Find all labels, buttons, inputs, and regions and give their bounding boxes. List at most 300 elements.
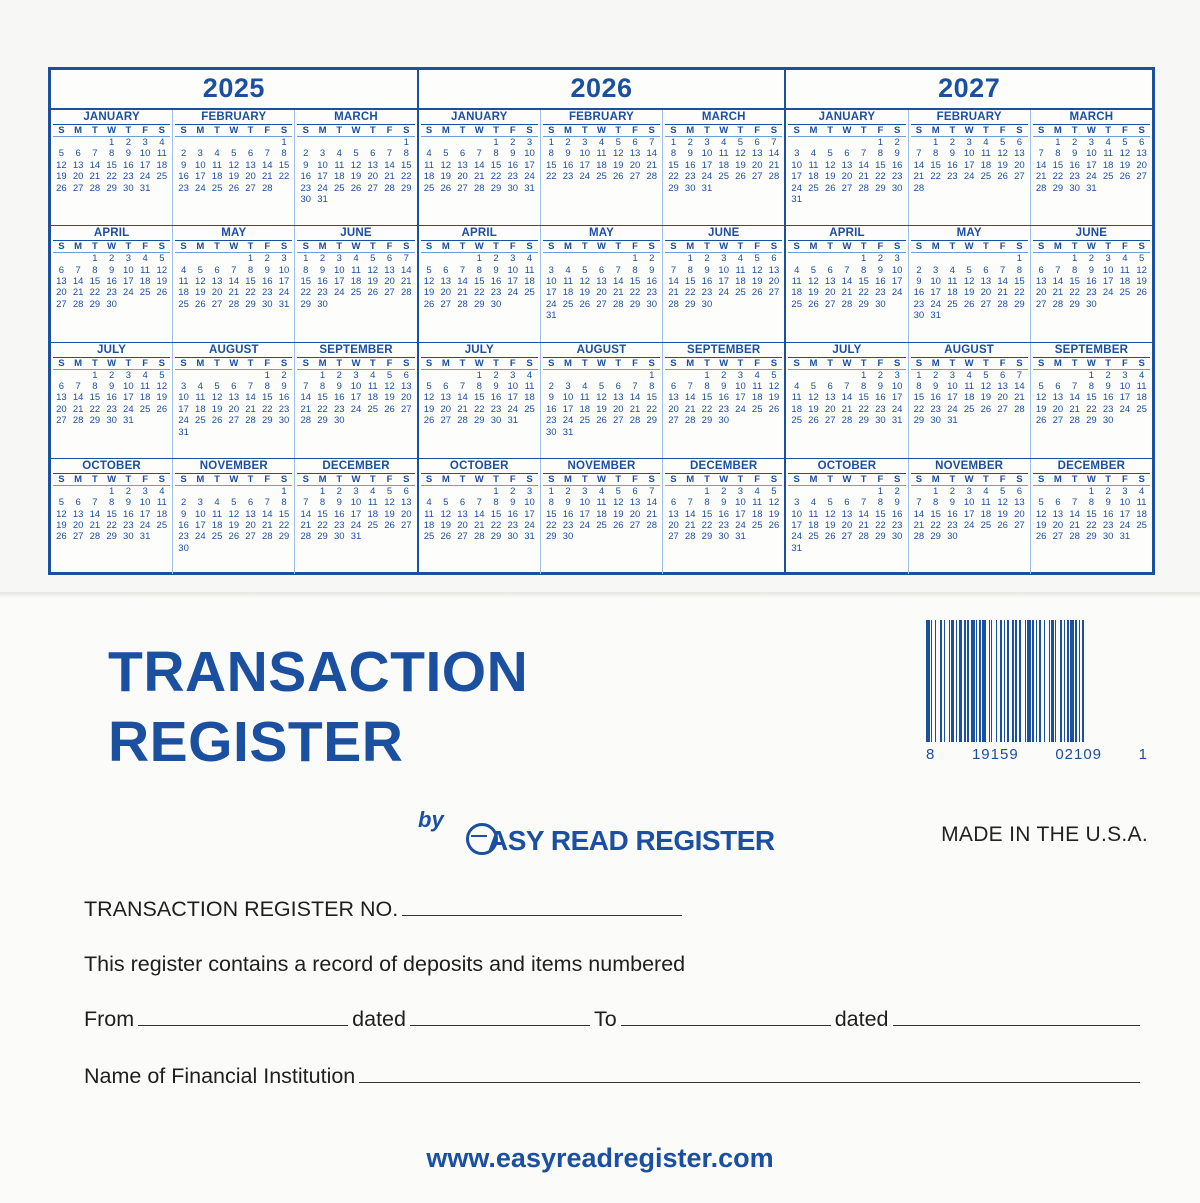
day-cell: 15 bbox=[701, 392, 713, 404]
day-cell: 3 bbox=[125, 253, 131, 265]
month-day-grid bbox=[421, 137, 538, 194]
day-cell: 15 bbox=[400, 159, 412, 171]
day-cell: 27 bbox=[841, 531, 853, 543]
month-day-grid bbox=[665, 486, 782, 543]
day-cell: 24 bbox=[350, 403, 362, 415]
empty-day-cell bbox=[839, 253, 856, 264]
day-cell: 11 bbox=[140, 380, 151, 392]
dow-cell: T bbox=[949, 125, 956, 136]
day-cell: 6 bbox=[615, 380, 621, 392]
day-cell: 28 bbox=[300, 531, 312, 543]
day-cell: 28 bbox=[858, 531, 869, 543]
dow-cell: S bbox=[548, 357, 555, 369]
day-cell: 9 bbox=[510, 148, 516, 160]
dow-cell: S bbox=[526, 125, 533, 136]
month-day-grid bbox=[911, 253, 1028, 321]
day-cell: 10 bbox=[178, 392, 189, 404]
day-cell: 21 bbox=[684, 519, 696, 531]
barcode bbox=[926, 620, 1148, 763]
day-cell: 13 bbox=[56, 392, 67, 404]
day-cell: 27 bbox=[841, 182, 853, 194]
day-cell: 30 bbox=[562, 531, 574, 543]
day-cell: 1 bbox=[632, 253, 638, 265]
empty-day-cell bbox=[805, 486, 822, 497]
day-cell: 10 bbox=[579, 497, 591, 509]
day-cell: 28 bbox=[841, 415, 853, 427]
day-cell: 23 bbox=[718, 519, 729, 531]
day-cell: 28 bbox=[629, 415, 641, 427]
day-cell: 15 bbox=[1014, 276, 1025, 288]
day-cell: 3 bbox=[510, 253, 516, 265]
day-cell: 10 bbox=[963, 497, 975, 509]
empty-day-cell bbox=[225, 253, 242, 264]
day-cell: 20 bbox=[228, 403, 240, 415]
dow-cell: T bbox=[1105, 357, 1112, 369]
day-cell: 27 bbox=[629, 171, 641, 183]
month-december-2026 bbox=[662, 459, 784, 574]
day-cell: 23 bbox=[875, 403, 886, 415]
day-cell: 17 bbox=[524, 159, 535, 171]
empty-day-cell bbox=[192, 137, 209, 148]
day-cell: 30 bbox=[875, 298, 886, 310]
day-cell: 15 bbox=[646, 392, 658, 404]
dow-cell: M bbox=[809, 125, 818, 136]
day-cell: 3 bbox=[794, 497, 800, 509]
day-of-week-header bbox=[665, 358, 782, 370]
dow-cell: F bbox=[509, 473, 516, 485]
day-cell: 2 bbox=[1105, 485, 1111, 497]
dow-cell: T bbox=[214, 241, 220, 253]
dow-cell: M bbox=[196, 473, 205, 485]
day-cell: 17 bbox=[334, 276, 345, 288]
day-cell: 15 bbox=[245, 276, 256, 288]
day-cell: 7 bbox=[264, 497, 270, 509]
day-cell: 22 bbox=[875, 171, 886, 183]
day-cell: 20 bbox=[824, 403, 836, 415]
day-cell: 1 bbox=[92, 253, 98, 265]
day-cell: 28 bbox=[400, 287, 412, 299]
dow-cell: T bbox=[369, 125, 376, 136]
day-of-week-header bbox=[543, 358, 660, 370]
day-cell: 28 bbox=[72, 415, 84, 427]
dow-cell: T bbox=[949, 241, 956, 253]
month-day-grid bbox=[421, 253, 538, 310]
day-cell: 13 bbox=[768, 264, 780, 276]
dow-cell: T bbox=[581, 473, 588, 485]
dow-cell: S bbox=[793, 241, 800, 253]
dow-cell: S bbox=[280, 473, 288, 485]
day-cell: 27 bbox=[1035, 298, 1047, 310]
day-cell: 19 bbox=[768, 392, 780, 404]
day-cell: 7 bbox=[264, 148, 270, 160]
day-cell: 1 bbox=[649, 369, 655, 381]
day-cell: 23 bbox=[1102, 519, 1114, 531]
day-cell: 26 bbox=[211, 415, 223, 427]
dow-cell: S bbox=[670, 357, 677, 369]
day-cell: 24 bbox=[334, 287, 345, 299]
day-cell: 27 bbox=[629, 519, 641, 531]
day-cell: 9 bbox=[1088, 264, 1095, 276]
empty-day-cell bbox=[911, 486, 928, 497]
day-cell: 8 bbox=[877, 497, 884, 509]
day-cell: 18 bbox=[596, 508, 607, 520]
empty-day-cell bbox=[665, 370, 682, 381]
day-cell: 3 bbox=[1122, 369, 1128, 381]
day-cell: 27 bbox=[980, 298, 992, 310]
day-cell: 11 bbox=[351, 264, 361, 276]
empty-day-cell bbox=[209, 137, 226, 148]
day-cell: 21 bbox=[1014, 392, 1025, 404]
empty-day-cell bbox=[70, 253, 87, 264]
empty-day-cell bbox=[259, 486, 276, 497]
day-cell: 22 bbox=[300, 287, 312, 299]
day-cell: 7 bbox=[303, 380, 309, 392]
day-cell: 24 bbox=[139, 519, 151, 531]
day-cell: 17 bbox=[195, 519, 206, 531]
day-cell: 22 bbox=[1014, 287, 1025, 299]
day-cell: 25 bbox=[791, 298, 802, 310]
day-cell: 31 bbox=[317, 194, 328, 206]
day-cell: 18 bbox=[211, 171, 223, 183]
dow-cell: T bbox=[1105, 125, 1112, 136]
dow-cell: S bbox=[403, 241, 410, 253]
day-cell: 26 bbox=[808, 415, 819, 427]
day-cell: 12 bbox=[228, 159, 240, 171]
day-cell: 10 bbox=[562, 392, 574, 404]
to-input[interactable] bbox=[621, 1005, 831, 1026]
dow-cell: T bbox=[214, 357, 220, 369]
dow-cell: F bbox=[142, 125, 148, 136]
day-cell: 15 bbox=[317, 392, 328, 404]
dow-cell: M bbox=[441, 357, 450, 369]
to-dated-input[interactable] bbox=[893, 1005, 1140, 1026]
empty-day-cell bbox=[788, 370, 805, 381]
empty-day-cell bbox=[665, 486, 682, 497]
from-input[interactable] bbox=[138, 1005, 348, 1026]
day-cell: 20 bbox=[824, 287, 836, 299]
dow-cell: S bbox=[1138, 473, 1145, 485]
day-cell: 29 bbox=[317, 531, 328, 543]
empty-day-cell bbox=[994, 253, 1011, 264]
dow-cell: M bbox=[931, 473, 940, 485]
day-cell: 21 bbox=[72, 403, 84, 415]
day-cell: 14 bbox=[1035, 159, 1047, 171]
day-cell: 9 bbox=[894, 148, 900, 160]
dow-cell: T bbox=[704, 241, 710, 253]
day-cell: 25 bbox=[980, 171, 992, 183]
day-cell: 10 bbox=[524, 148, 535, 160]
dow-cell: W bbox=[1086, 357, 1096, 369]
empty-day-cell bbox=[593, 253, 610, 264]
dow-cell: T bbox=[860, 241, 867, 253]
day-cell: 13 bbox=[1052, 508, 1064, 520]
dow-cell: S bbox=[425, 125, 433, 136]
day-cell: 18 bbox=[596, 159, 607, 171]
day-of-week-header bbox=[175, 474, 292, 486]
day-cell: 28 bbox=[457, 298, 468, 310]
day-cell: 29 bbox=[1014, 298, 1025, 310]
day-cell: 23 bbox=[123, 171, 134, 183]
dow-cell: M bbox=[931, 241, 940, 253]
empty-day-cell bbox=[593, 370, 610, 381]
day-cell: 22 bbox=[545, 171, 557, 183]
dow-cell: F bbox=[386, 357, 393, 369]
day-cell: 14 bbox=[768, 148, 780, 160]
day-cell: 3 bbox=[548, 264, 554, 276]
day-cell: 12 bbox=[228, 508, 240, 520]
day-cell: 4 bbox=[214, 148, 220, 160]
day-cell: 26 bbox=[1136, 287, 1147, 299]
day-cell: 23 bbox=[891, 171, 903, 183]
day-cell: 9 bbox=[565, 148, 571, 160]
day-cell: 27 bbox=[668, 531, 679, 543]
day-cell: 23 bbox=[545, 415, 557, 427]
day-cell: 21 bbox=[684, 403, 696, 415]
day-cell: 5 bbox=[386, 485, 393, 497]
dow-cell: F bbox=[509, 357, 516, 369]
day-cell: 24 bbox=[195, 182, 206, 194]
day-cell: 21 bbox=[668, 287, 679, 299]
day-cell: 10 bbox=[545, 276, 557, 288]
dow-cell: S bbox=[648, 241, 655, 253]
day-cell: 28 bbox=[913, 182, 925, 194]
dow-cell: T bbox=[91, 241, 98, 253]
day-cell: 21 bbox=[858, 519, 869, 531]
dow-cell: T bbox=[737, 125, 744, 136]
day-cell: 14 bbox=[646, 497, 658, 509]
month-day-grid bbox=[297, 253, 414, 310]
day-cell: 26 bbox=[423, 415, 435, 427]
day-cell: 26 bbox=[997, 519, 1008, 531]
day-cell: 9 bbox=[1071, 148, 1078, 160]
day-cell: 2 bbox=[319, 253, 326, 265]
empty-day-cell bbox=[1033, 370, 1050, 381]
day-cell: 31 bbox=[1119, 531, 1131, 543]
day-cell: 7 bbox=[403, 253, 409, 265]
day-cell: 9 bbox=[894, 497, 900, 509]
day-cell: 28 bbox=[1035, 182, 1047, 194]
day-cell: 21 bbox=[768, 159, 780, 171]
day-cell: 13 bbox=[56, 276, 67, 288]
day-cell: 1 bbox=[319, 485, 326, 497]
dow-cell: M bbox=[809, 241, 818, 253]
day-cell: 11 bbox=[947, 276, 958, 288]
day-cell: 20 bbox=[751, 159, 763, 171]
dow-cell: W bbox=[474, 357, 484, 369]
day-cell: 19 bbox=[808, 287, 819, 299]
dow-cell: W bbox=[719, 357, 729, 369]
day-cell: 12 bbox=[1035, 392, 1047, 404]
dow-cell: M bbox=[74, 473, 83, 485]
day-cell: 13 bbox=[1136, 148, 1147, 160]
day-of-week-header bbox=[421, 358, 538, 370]
day-cell: 1 bbox=[319, 369, 326, 381]
day-cell: 15 bbox=[89, 392, 101, 404]
day-cell: 26 bbox=[440, 182, 452, 194]
dow-cell: S bbox=[158, 473, 165, 485]
brand-name-text: ASY READ REGISTER bbox=[488, 825, 775, 856]
day-cell: 23 bbox=[300, 182, 312, 194]
day-cell: 10 bbox=[317, 159, 328, 171]
day-cell: 22 bbox=[278, 171, 290, 183]
day-cell: 4 bbox=[737, 253, 744, 265]
month-name: DECEMBER bbox=[1033, 459, 1150, 474]
day-cell: 26 bbox=[156, 287, 168, 299]
day-cell: 15 bbox=[545, 159, 557, 171]
day-cell: 20 bbox=[1136, 159, 1147, 171]
empty-day-cell bbox=[560, 253, 577, 264]
day-cell: 8 bbox=[861, 264, 867, 276]
dow-cell: T bbox=[459, 473, 466, 485]
day-cell: 24 bbox=[701, 171, 713, 183]
dow-cell: F bbox=[754, 357, 761, 369]
dow-cell: S bbox=[1016, 473, 1023, 485]
day-cell: 25 bbox=[947, 298, 958, 310]
day-cell: 3 bbox=[704, 137, 710, 148]
dow-cell: M bbox=[441, 125, 450, 136]
day-cell: 18 bbox=[139, 276, 151, 288]
day-cell: 7 bbox=[861, 148, 867, 160]
day-cell: 21 bbox=[72, 287, 84, 299]
dow-cell: M bbox=[318, 125, 327, 136]
dow-cell: S bbox=[793, 125, 800, 136]
day-cell: 4 bbox=[180, 264, 187, 276]
dow-cell: S bbox=[1138, 125, 1145, 136]
day-cell: 2 bbox=[1105, 369, 1111, 381]
day-cell: 6 bbox=[771, 253, 777, 265]
day-cell: 22 bbox=[473, 403, 485, 415]
day-cell: 5 bbox=[966, 264, 972, 276]
dated-label-1: dated bbox=[352, 1007, 406, 1031]
month-day-grid bbox=[543, 486, 660, 543]
dow-cell: F bbox=[264, 357, 271, 369]
dow-cell: S bbox=[648, 473, 655, 485]
day-cell: 20 bbox=[457, 171, 468, 183]
day-cell: 2 bbox=[336, 485, 342, 497]
day-cell: 21 bbox=[473, 519, 485, 531]
day-cell: 24 bbox=[1119, 403, 1131, 415]
day-cell: 18 bbox=[751, 392, 763, 404]
day-cell: 18 bbox=[156, 159, 168, 171]
day-cell: 27 bbox=[228, 415, 240, 427]
day-cell: 22 bbox=[317, 403, 328, 415]
dow-cell: T bbox=[737, 357, 744, 369]
month-november-2025 bbox=[172, 459, 294, 574]
day-cell: 31 bbox=[507, 415, 519, 427]
month-name: OCTOBER bbox=[421, 459, 538, 474]
dow-cell: T bbox=[459, 125, 466, 136]
day-cell: 10 bbox=[930, 276, 941, 288]
day-cell: 10 bbox=[963, 148, 975, 160]
dow-cell: S bbox=[158, 357, 165, 369]
day-cell: 5 bbox=[771, 369, 777, 381]
empty-day-cell bbox=[961, 253, 978, 264]
day-cell: 16 bbox=[718, 508, 729, 520]
by-label: by bbox=[418, 807, 444, 832]
day-cell: 8 bbox=[704, 497, 710, 509]
day-cell: 27 bbox=[1136, 171, 1147, 183]
day-cell: 23 bbox=[1069, 171, 1080, 183]
day-cell: 18 bbox=[139, 392, 151, 404]
dow-cell: F bbox=[386, 125, 393, 136]
cover-title-line-2: REGISTER bbox=[108, 710, 404, 774]
register-number-input[interactable] bbox=[402, 895, 682, 916]
day-cell: 5 bbox=[810, 264, 817, 276]
day-cell: 8 bbox=[264, 380, 270, 392]
day-cell: 9 bbox=[1105, 380, 1111, 392]
day-cell: 29 bbox=[473, 415, 485, 427]
day-cell: 10 bbox=[1086, 148, 1097, 160]
dow-cell: T bbox=[581, 241, 588, 253]
financial-institution-input[interactable] bbox=[359, 1062, 1140, 1083]
day-cell: 28 bbox=[89, 531, 101, 543]
month-day-grid bbox=[1033, 137, 1150, 194]
day-cell: 29 bbox=[646, 415, 658, 427]
empty-day-cell bbox=[175, 253, 192, 264]
day-cell: 12 bbox=[963, 276, 975, 288]
day-cell: 10 bbox=[791, 508, 802, 520]
from-label: From bbox=[84, 1007, 135, 1031]
day-cell: 13 bbox=[400, 380, 412, 392]
day-cell: 28 bbox=[245, 415, 256, 427]
day-cell: 23 bbox=[334, 403, 345, 415]
quarter-row bbox=[419, 343, 785, 459]
day-cell: 19 bbox=[768, 508, 780, 520]
day-cell: 8 bbox=[476, 264, 482, 276]
month-august-2026 bbox=[540, 343, 662, 458]
day-cell: 17 bbox=[123, 392, 134, 404]
day-cell: 1 bbox=[264, 369, 270, 381]
day-cell: 13 bbox=[228, 392, 240, 404]
day-cell: 19 bbox=[211, 403, 223, 415]
empty-day-cell bbox=[610, 253, 627, 264]
dow-cell: T bbox=[125, 241, 132, 253]
website-url: www.easyreadregister.com bbox=[426, 1143, 774, 1173]
day-cell: 26 bbox=[735, 171, 746, 183]
dow-cell: M bbox=[441, 473, 450, 485]
day-cell: 11 bbox=[334, 159, 345, 171]
dow-cell: F bbox=[877, 125, 884, 136]
day-cell: 28 bbox=[913, 531, 925, 543]
day-cell: 10 bbox=[718, 264, 729, 276]
day-cell: 12 bbox=[156, 264, 168, 276]
day-cell: 28 bbox=[228, 298, 240, 310]
empty-day-cell bbox=[421, 370, 438, 381]
dow-cell: W bbox=[229, 473, 239, 485]
month-day-grid bbox=[665, 253, 782, 310]
day-cell: 17 bbox=[1119, 508, 1131, 520]
day-cell: 14 bbox=[228, 276, 240, 288]
day-cell: 20 bbox=[56, 403, 67, 415]
month-day-grid bbox=[421, 486, 538, 543]
dow-cell: M bbox=[686, 241, 695, 253]
day-cell: 23 bbox=[684, 171, 696, 183]
day-cell: 26 bbox=[384, 519, 395, 531]
day-cell: 18 bbox=[1136, 508, 1147, 520]
day-cell: 17 bbox=[317, 171, 328, 183]
day-cell: 30 bbox=[947, 531, 958, 543]
month-day-grid bbox=[665, 370, 782, 427]
empty-day-cell bbox=[627, 370, 644, 381]
month-name: AUGUST bbox=[175, 343, 292, 358]
dow-cell: S bbox=[1037, 125, 1045, 136]
from-dated-input[interactable] bbox=[410, 1005, 590, 1026]
day-cell: 15 bbox=[668, 159, 679, 171]
empty-day-cell bbox=[855, 486, 872, 497]
day-cell: 17 bbox=[963, 508, 975, 520]
dow-cell: W bbox=[351, 357, 361, 369]
day-cell: 18 bbox=[718, 159, 729, 171]
